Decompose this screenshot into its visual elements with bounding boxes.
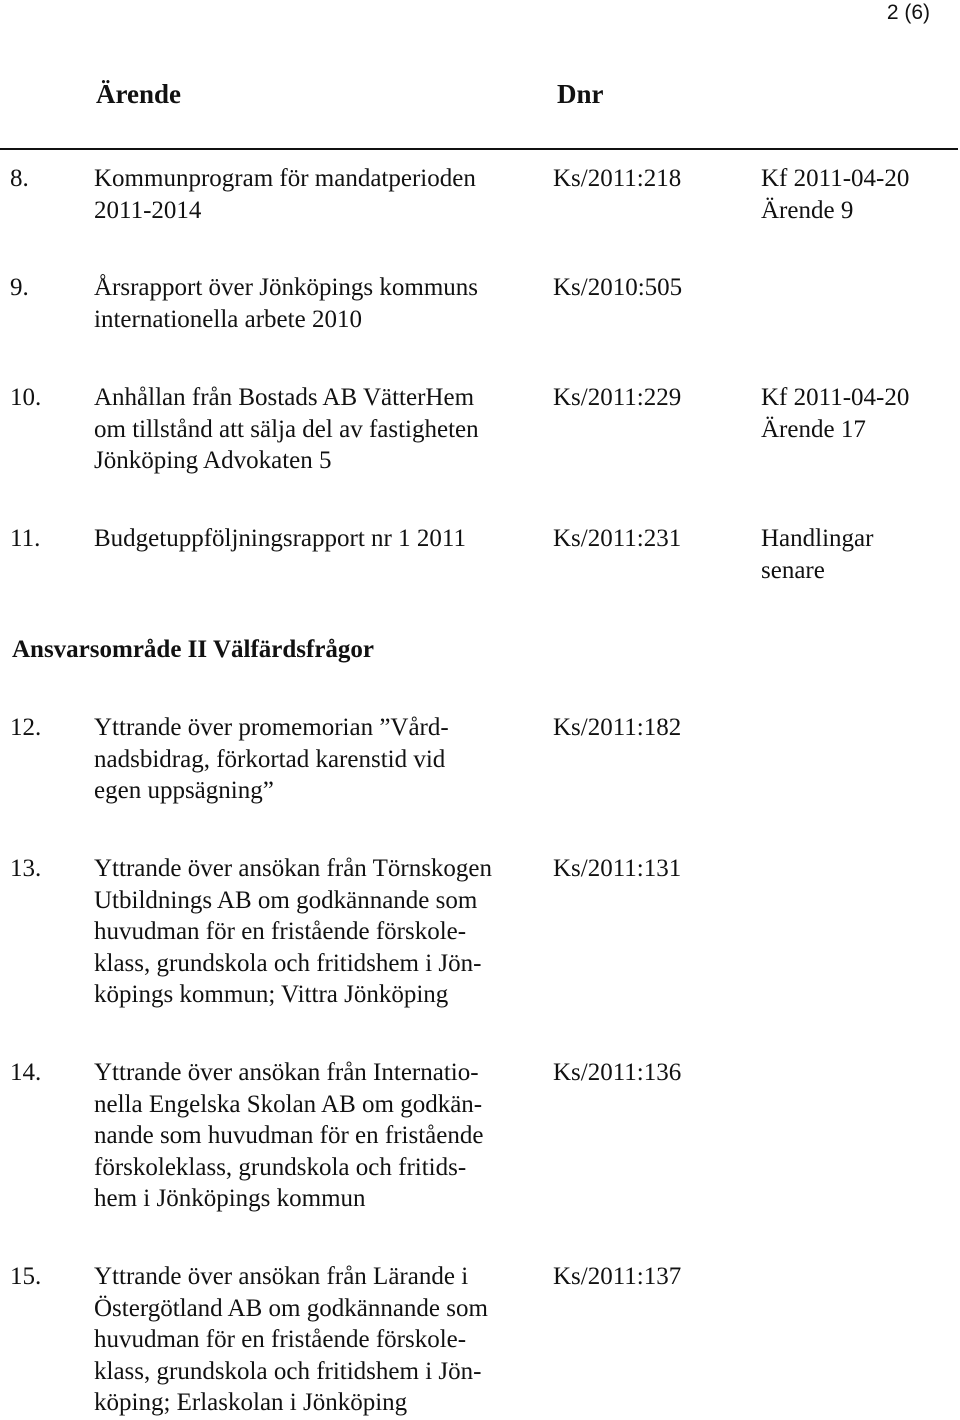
item-number: 13.: [10, 855, 42, 882]
item-dnr: Ks/2011:218: [553, 165, 682, 192]
item-title: Yttrande över ansökan från Internatio- nella Engelska Skolan AB om godkän- nande som huvudman för en fristående förskoleklass, grundskola och fritids- hem i Jönköpings kommun: [94, 1059, 484, 1212]
table-header: [0, 76, 960, 116]
item-number: 15.: [10, 1263, 42, 1290]
header-arende: Ärende: [96, 79, 181, 109]
item-number: 14.: [10, 1059, 42, 1086]
header-rule: [0, 148, 958, 150]
item-dnr: Ks/2011:182: [553, 714, 682, 741]
item-note: Kf 2011-04-20 Ärende 9: [761, 165, 910, 224]
item-title: Kommunprogram för mandatperioden 2011-2014: [94, 165, 476, 224]
item-number: 11.: [10, 525, 41, 552]
item-note: Handlingar senare: [761, 525, 874, 584]
item-number: 9.: [10, 274, 29, 301]
item-title: Årsrapport över Jönköpings kommuns internationella arbete 2010: [94, 274, 478, 333]
item-dnr: Ks/2010:505: [553, 274, 683, 301]
item-dnr: Ks/2011:229: [553, 384, 682, 411]
item-title: Yttrande över ansökan från Törnskogen Utbildnings AB om godkännande som huvudman för en fristående förskole- klass, grundskola och fritidshem i Jön- köpings kommun; Vittra Jönköping: [94, 855, 493, 1008]
item-dnr: Ks/2011:131: [553, 855, 682, 882]
header-dnr: Dnr: [557, 79, 604, 109]
item-number: 10.: [10, 384, 42, 411]
item-title: Anhållan från Bostads AB VätterHem om tillstånd att sälja del av fastigheten Jönköping Advokaten 5: [94, 384, 479, 474]
item-dnr: Ks/2011:231: [553, 525, 682, 552]
section-heading: Ansvarsområde II Välfärdsfrågor: [12, 636, 375, 663]
item-title: Yttrande över promemorian ”Vård- nadsbidrag, förkortad karenstid vid egen uppsägning”: [94, 714, 449, 804]
item-title: Budgetuppföljningsrapport nr 1 2011: [94, 525, 466, 552]
item-number: 8.: [10, 165, 29, 192]
item-title: Yttrande över ansökan från Lärande i Östergötland AB om godkännande som huvudman för en fristående förskole- klass, grundskola och fritidshem i Jön- köping; Erlaskolan i Jönköping: [94, 1263, 488, 1416]
item-dnr: Ks/2011:137: [553, 1263, 682, 1290]
page-number: 2 (6): [886, 1, 930, 24]
item-note: Kf 2011-04-20 Ärende 17: [761, 384, 910, 443]
item-dnr: Ks/2011:136: [553, 1059, 682, 1086]
item-number: 12.: [10, 714, 42, 741]
